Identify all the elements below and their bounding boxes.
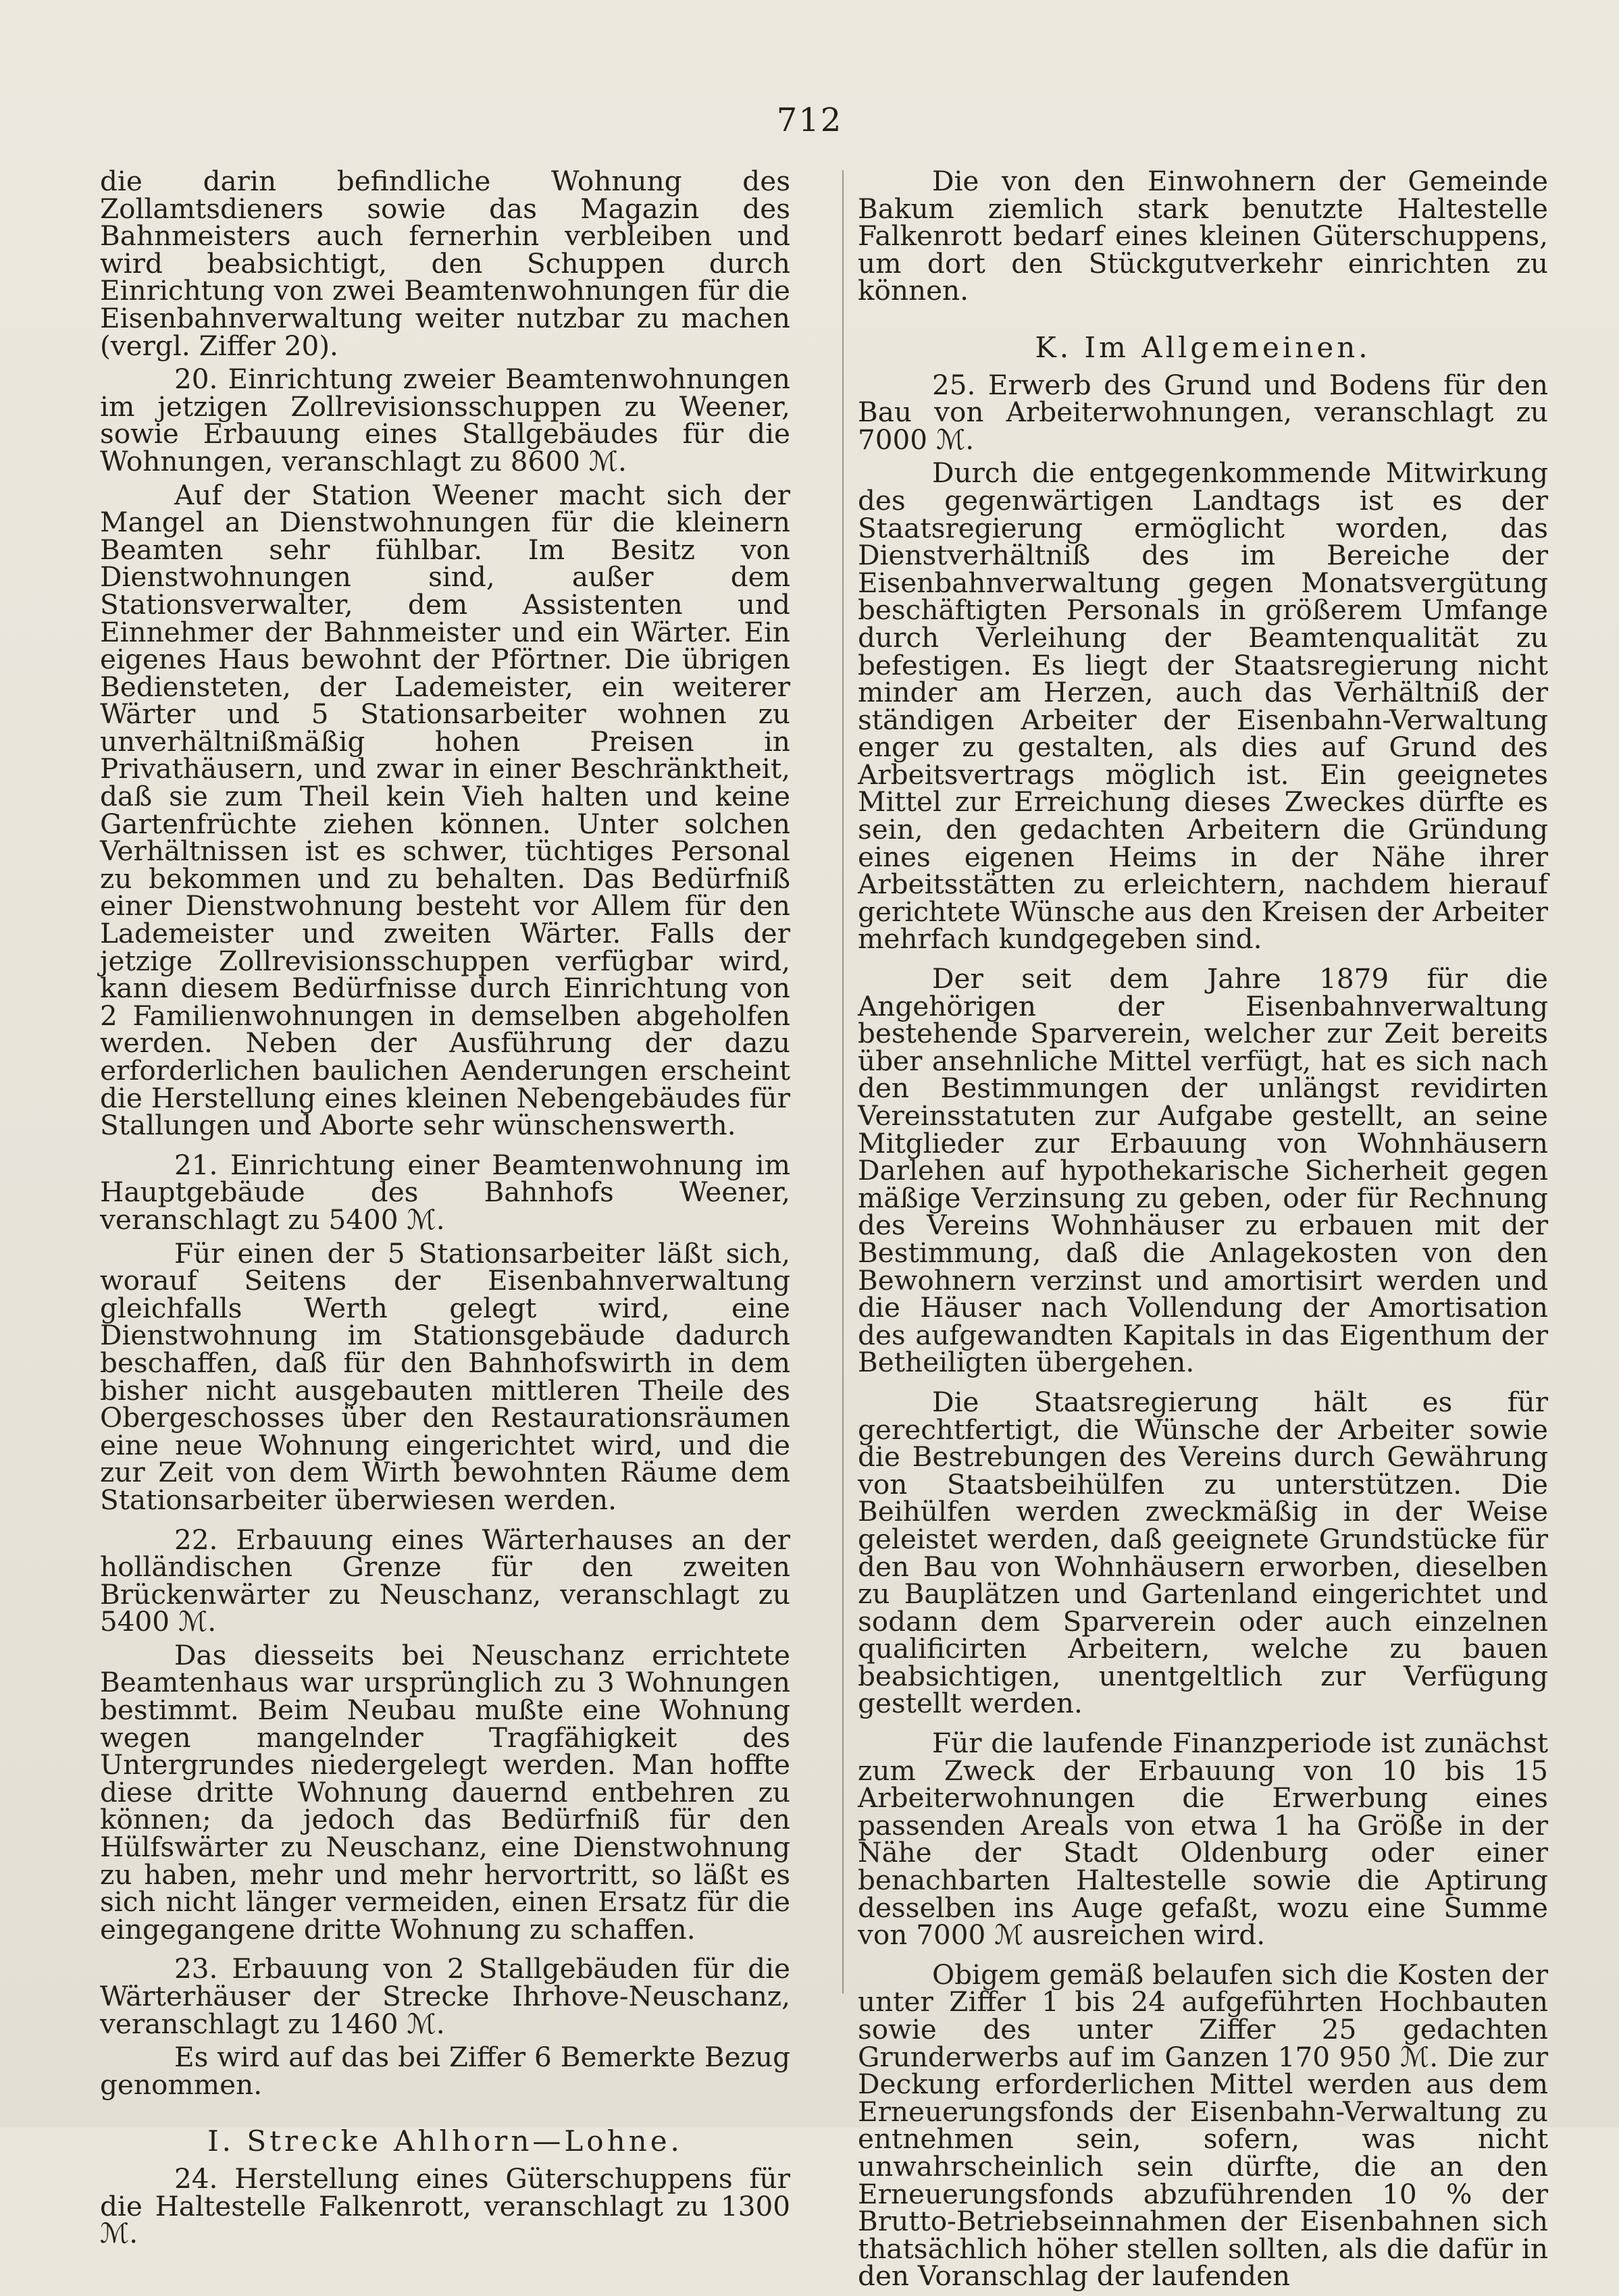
- left-paragraph: Es wird auf das bei Ziffer 6 Bemerkte Bezug genommen.: [100, 2041, 790, 2101]
- left-paragraph: Für einen der 5 Stationsarbeiter läßt sich, worauf Seitens der Eisenbahnverwaltung gleichfalls Werth gelegt wird, eine Dienstwohnung im Stationsgebäude dadurch beschaffen, daß für den Bahnhofswirth in dem bisher nicht ausgebauten mittleren Theile des Obergeschosses über den Restaurationsräumen eine neue Wohnung eingerichtet wird, und die zur Zeit von dem Wirth bewohnten Räume dem Stationsarbeiter überwiesen werden.: [100, 1236, 790, 1516]
- right-paragraph: Die Staatsregierung hält es für gerechtfertigt, die Wünsche der Arbeiter sowie die Bestrebungen des Vereins durch Gewährung von Staatsbeihülfen zu unterstützen. Die Beihülfen werden zweckmäßig in der Weise geleistet werden, daß geeignete Grundstücke für den Bau von Wohnhäusern erworben, dieselben zu Bauplätzen und Gartenland eingerichtet und sodann dem Sparverein oder auch einzelnen qualificirten Arbeitern, welche zu bauen beabsichtigen, unentgeltlich zur Verfügung gestellt werden.: [858, 1385, 1548, 1720]
- left-paragraph: 24. Herstellung eines Güterschuppens für die Haltestelle Falkenrott, veranschlagt zu 1300 ℳ.: [100, 2162, 790, 2250]
- right-paragraph: 25. Erwerb des Grund und Bodens für den Bau von Arbeiterwohnungen, veranschlagt zu 7000 ℳ.: [858, 368, 1548, 456]
- left-paragraph: 20. Einrichtung zweier Beamtenwohnungen im jetzigen Zollrevisionsschuppen zu Weener, sowie Erbauung eines Stallgebäudes für die Wohnungen, veranschlagt zu 8600 ℳ.: [100, 363, 790, 477]
- left-paragraph: die darin befindliche Wohnung des Zollamtsdieners sowie das Magazin des Bahnmeisters auch fernerhin verbleiben und wird beabsichtigt, den Schuppen durch Einrichtung von zwei Beamtenwohnungen für die Eisenbahnverwaltung weiter nutzbar zu machen (vergl. Ziffer 20).: [100, 165, 790, 362]
- right-paragraph: Obigem gemäß belaufen sich die Kosten der unter Ziffer 1 bis 24 aufgeführten Hochbauten sowie des unter Ziffer 25 gedachten Grunderwerbs auf im Ganzen 170 950 ℳ. Die zur Deckung erforderlichen Mittel werden aus dem Erneuerungsfonds der Eisenbahn-Verwaltung zu entnehmen sein, sofern, was nicht unwahrscheinlich sein dürfte, die an den Erneuerungsfonds abzuführenden 10 % der Brutto-Betriebseinnahmen der Eisenbahnen sich thatsächlich höher stellen sollten, als die dafür in den Voranschlag der laufenden: [858, 1958, 1548, 2293]
- right-column: [858, 167, 1548, 2296]
- page-number: 712: [776, 101, 843, 139]
- left-column: [100, 167, 790, 2253]
- left-paragraph: 21. Einrichtung einer Beamtenwohnung im Hauptgebäude des Bahnhofs Weener, veranschlagt zu 5400 ℳ.: [100, 1148, 790, 1236]
- left-paragraph: 22. Erbauung eines Wärterhauses an der holländischen Grenze für den zweiten Brückenwärter zu Neuschanz, veranschlagt zu 5400 ℳ.: [100, 1523, 790, 1638]
- left-paragraph: 23. Erbauung von 2 Stallgebäuden für die Wärterhäuser der Strecke Ihrhove-Neuschanz, veranschlagt zu 1460 ℳ.: [100, 1952, 790, 2040]
- right-paragraph: Für die laufende Finanzperiode ist zunächst zum Zweck der Erbauung von 10 bis 15 Arbeiterwohnungen die Erwerbung eines passenden Areals von etwa 1 ha Größe in der Nähe der Stadt Oldenburg oder einer benachbarten Haltestelle sowie die Aptirung desselben ins Auge gefaßt, wozu eine Summe von 7000 ℳ ausreichen wird.: [858, 1727, 1548, 1952]
- right-paragraph: Die von den Einwohnern der Gemeinde Bakum ziemlich stark benutzte Haltestelle Falkenrott bedarf eines kleinen Güterschuppens, um dort den Stückgutverkehr einrichten zu können.: [858, 165, 1548, 307]
- column-divider: [842, 170, 844, 1993]
- section-heading-k: K. Im Allgemeinen.: [1035, 330, 1371, 364]
- left-paragraph: Auf der Station Weener macht sich der Mangel an Dienstwohnungen für die kleinern Beamten sehr fühlbar. Im Besitz von Dienstwohnungen sind, außer dem Stationsverwalter, dem Assistenten und Einnehmer der Bahnmeister und ein Wärter. Ein eigenes Haus bewohnt der Pförtner. Die übrigen Bediensteten, der Lademeister, ein weiterer Wärter und 5 Stationsarbeiter wohnen zu unverhältnißmäßig hohen Preisen in Privathäusern, und zwar in einer Beschränktheit, daß sie zum Theil kein Vieh halten und keine Gartenfrüchte ziehen können. Unter solchen Verhältnissen ist es schwer, tüchtiges Personal zu bekommen und zu behalten. Das Bedürfniß einer Dienstwohnung besteht vor Allem für den Lademeister und zweiten Wärter. Falls der jetzige Zollrevisionsschuppen verfügbar wird, kann diesem Bedürfnisse durch Einrichtung von 2 Familienwohnungen in demselben abgeholfen werden. Neben der Ausführung der dazu erforderlichen baulichen Aenderungen erscheint die Herstellung eines kleinen Nebengebäudes für Stallungen und Aborte sehr wünschenswerth.: [100, 478, 790, 1142]
- left-paragraph: Das diesseits bei Neuschanz errichtete Beamtenhaus war ursprünglich zu 3 Wohnungen bestimmt. Beim Neubau mußte eine Wohnung wegen mangelnder Tragfähigkeit des Untergrundes niedergelegt werden. Man hoffte diese dritte Wohnung dauernd entbehren zu können; da jedoch das Bedürfniß für den Hülfswärter zu Neuschanz, eine Dienstwohnung zu haben, mehr und mehr hervortritt, so läßt es sich nicht länger vermeiden, einen Ersatz für die eingegangene dritte Wohnung zu schaffen.: [100, 1638, 790, 1946]
- section-heading-i: I. Strecke Ahlhorn—Lohne.: [207, 2124, 683, 2158]
- right-paragraph: Der seit dem Jahre 1879 für die Angehörigen der Eisenbahnverwaltung bestehende Sparverein, welcher zur Zeit bereits über ansehnliche Mittel verfügt, hat es sich nach den Bestimmungen der unlängst revidirten Vereinsstatuten zur Aufgabe gestellt, an seine Mitglieder zur Erbauung von Wohnhäusern Darlehen auf hypothekarische Sicherheit gegen mäßige Verzinsung zu geben, oder für Rechnung des Vereins Wohnhäuser zu erbauen mit der Bestimmung, daß die Anlagekosten von den Bewohnern verzinst und amortisirt werden und die Häuser nach Vollendung der Amortisation des aufgewandten Kapitals in das Eigenthum der Betheiligten übergehen.: [858, 962, 1548, 1379]
- right-paragraph: Durch die entgegenkommende Mitwirkung des gegenwärtigen Landtags ist es der Staatsregierung ermöglicht worden, das Dienstverhältniß des im Bereiche der Eisenbahnverwaltung gegen Monatsvergütung beschäftigten Personals in größerem Umfange durch Verleihung der Beamtenqualität zu befestigen. Es liegt der Staatsregierung nicht minder am Herzen, auch das Verhältniß der ständigen Arbeiter der Eisenbahn-Verwaltung enger zu gestalten, als dies auf Grund des Arbeitsvertrags möglich ist. Ein geeignetes Mittel zur Erreichung dieses Zweckes dürfte es sein, den gedachten Arbeitern die Gründung eines eigenen Heims in der Nähe ihrer Arbeitsstätten zu erleichtern, nachdem hierauf gerichtete Wünsche aus den Kreisen der Arbeiter mehrfach kundgegeben sind.: [858, 456, 1548, 956]
